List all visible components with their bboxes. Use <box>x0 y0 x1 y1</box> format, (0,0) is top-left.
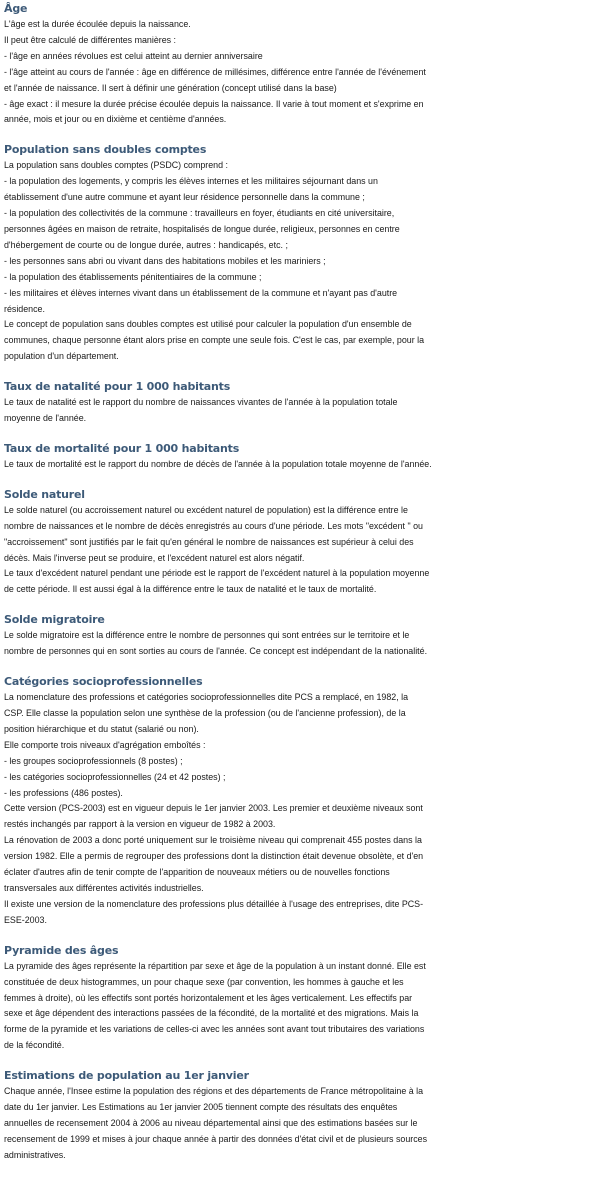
text-line: annuelles de recensement 2004 à 2006 au niveau départemental ainsi que des estimations basées sur le <box>4 1117 418 1128</box>
text-line: Le taux d'excédent naturel pendant une période est le rapport de l'excédent naturel à la population moyenne <box>4 568 430 579</box>
text-line: Cette version (PCS-2003) est en vigueur depuis le 1er janvier 2003. Les premier et deuxième niveaux sont <box>4 803 423 814</box>
section-categories-socioprofessionnelles <box>4 674 599 929</box>
text-line: et l'année de naissance. Il sert à définir une génération (concept utilisé dans la base) <box>4 82 337 93</box>
text-line: ESE-2003. <box>4 914 47 925</box>
text-line: - la population des établissements pénitentiaires de la commune ; <box>4 271 262 282</box>
text-line: - la population des collectivités de la commune : travailleurs en foyer, étudiants en cité universitaire, <box>4 208 395 219</box>
text-line: Il existe une version de la nomenclature des professions plus détaillée à l'usage des entreprises, dite PCS- <box>4 898 424 909</box>
text-line: La population sans doubles comptes (PSDC) comprend : <box>4 160 228 171</box>
text-line: décès. Mais l'inverse peut se produire, et l'excédent naturel est alors négatif. <box>4 552 305 563</box>
section-solde-naturel <box>4 487 599 598</box>
section-pyramide-des-ages <box>4 943 599 1054</box>
text-line: établissement d'une autre commune et ayant leur résidence personnelle dans la commune ; <box>4 192 365 203</box>
section-solde-migratoire <box>4 612 599 660</box>
text-line: d'hébergement de courte ou de longue durée, autres : handicapés, etc. ; <box>4 239 288 250</box>
text-line: position hiérarchique et du statut (salarié ou non). <box>4 723 199 734</box>
text-line: année, mois et jour ou en dixième et centième d'années. <box>4 114 227 125</box>
text-line: date du 1er janvier. Les Estimations au 1er janvier 2005 tiennent compte des résultats des enquêtes <box>4 1102 398 1113</box>
text-line: "accroissement" sont justifiés par le fait qu'en général le nombre de naissances est supérieur à celui des <box>4 536 414 547</box>
text-line: recensement de 1999 et mises à jour chaque année à partir des données d'état civil et de plusieurs sources <box>4 1133 428 1144</box>
text-line: - les militaires et élèves internes vivant dans un établissement de la commune et n'ayant pas d'autre <box>4 287 398 298</box>
text-line: éclater d'autres afin de tenir compte de l'apparition de nouveaux métiers ou de nouvelles fonctions <box>4 867 390 878</box>
text-line: La nomenclature des professions et catégories socioprofessionnelles dite PCS a remplacé, en 1982, la <box>4 692 409 703</box>
text-line: transversales aux différentes activités industrielles. <box>4 882 204 893</box>
section-estimations-population <box>4 1068 599 1164</box>
text-line: communes, chaque personne étant alors prise en compte une seule fois. C'est le cas, par exemple, pour la <box>4 335 425 346</box>
section-title: Catégories socioprofessionnelles <box>4 675 203 689</box>
text-line: L'âge est la durée écoulée depuis la naissance. <box>4 19 191 29</box>
section-title: Estimations de population au 1er janvier <box>4 1069 249 1083</box>
text-line: - les groupes socioprofessionnels (8 postes) ; <box>4 755 183 766</box>
text-line: constituée de deux histogrammes, un pour chaque sexe (par convention, les hommes à gauche et les <box>4 976 404 987</box>
text-line: femmes à droite), où les effectifs sont portés horizontalement et les âges verticalement. Les effectifs par <box>4 992 413 1003</box>
text-line: personnes âgées en maison de retraite, hospitalisés de longue durée, religieux, personnes en centre <box>4 223 400 234</box>
text-line: Elle comporte trois niveaux d'agrégation emboîtés : <box>4 739 206 750</box>
text-line: administratives. <box>4 1149 66 1160</box>
text-line: forme de la pyramide et les variations de celles-ci avec les années sont avant tout tributaires des variations <box>4 1024 425 1035</box>
text-line: moyenne de l'année. <box>4 413 87 424</box>
section-title: Taux de natalité pour 1 000 habitants <box>4 380 231 394</box>
text-line: de cette période. Il est aussi égal à la différence entre le taux de natalité et le taux de mortalité. <box>4 584 377 595</box>
text-line: - l'âge atteint au cours de l'année : âge en différence de millésimes, différence entre l'année de l'événement <box>4 66 426 77</box>
text-line: Le concept de population sans doubles comptes est utilisé pour calculer la population d'un ensemble de <box>4 319 412 330</box>
section-title: Taux de mortalité pour 1 000 habitants <box>4 441 240 455</box>
text-line: résidence. <box>4 303 45 314</box>
section-population-sans-doubles-comptes <box>4 142 599 365</box>
section-title: Solde migratoire <box>4 613 105 627</box>
text-line: La pyramide des âges représente la répartition par sexe et âge de la population à un instant donné. Elle est <box>4 960 426 971</box>
text-line: - âge exact : il mesure la durée précise écoulée depuis la naissance. Il varie à tout moment et s'exprime en <box>4 98 424 109</box>
text-line: restés inchangés par rapport à la version en vigueur de 1982 à 2003. <box>4 819 276 830</box>
text-line: Il peut être calculé de différentes manières : <box>4 34 177 45</box>
section-taux-natalite <box>4 379 599 427</box>
text-line: Le taux de mortalité est le rapport du nombre de décès de l'année à la population totale moyenne de l'année. <box>4 458 432 469</box>
text-line: CSP. Elle classe la population selon une synthèse de la profession (ou de l'ancienne profession), de la <box>4 708 406 718</box>
text-line: population d'un département. <box>4 351 119 362</box>
text-line: - les catégories socioprofessionnelles (24 et 42 postes) ; <box>4 771 226 782</box>
text-line: nombre de naissances et le nombre de décès enregistrés au cours d'une période. Les mots "excédent " ou <box>4 520 423 531</box>
section-title: Âge <box>4 2 28 15</box>
text-line: La rénovation de 2003 a donc porté uniquement sur le troisième niveau qui comprenait 455 postes dans la <box>4 835 422 846</box>
text-line: - les professions (486 postes). <box>4 787 123 798</box>
text-line: Le solde naturel (ou accroissement naturel ou excédent naturel de population) est la différence entre le <box>4 504 408 515</box>
section-title: Solde naturel <box>4 487 85 501</box>
text-line: - l'âge en années révolues est celui atteint au dernier anniversaire <box>4 50 263 61</box>
section-age <box>4 1 599 128</box>
text-line: Chaque année, l'Insee estime la population des régions et des départements de France métropolitaine à la <box>4 1086 424 1097</box>
text-line: - la population des logements, y compris les élèves internes et les militaires séjournant dans un <box>4 176 378 187</box>
text-line: version 1982. Elle a permis de regrouper des professions dont la distinction était devenue obsolète, et d'en <box>4 851 424 862</box>
section-taux-mortalite <box>4 441 599 473</box>
text-line: sexe et âge dépendent des interactions passées de la fécondité, de la mortalité et des migrations. Mais la <box>4 1008 419 1019</box>
text-line: de la fécondité. <box>4 1040 65 1051</box>
text-line: Le solde migratoire est la différence entre le nombre de personnes qui sont entrées sur le territoire et le <box>4 630 410 641</box>
section-title: Population sans doubles comptes <box>4 143 207 157</box>
section-title: Pyramide des âges <box>4 943 119 957</box>
text-line: nombre de personnes qui en sont sorties au cours de l'année. Ce concept est indépendant de la nationalité. <box>4 646 428 657</box>
text-line: Le taux de natalité est le rapport du nombre de naissances vivantes de l'année à la population totale <box>4 397 398 408</box>
text-line: - les personnes sans abri ou vivant dans des habitations mobiles et les mariniers ; <box>4 255 326 266</box>
